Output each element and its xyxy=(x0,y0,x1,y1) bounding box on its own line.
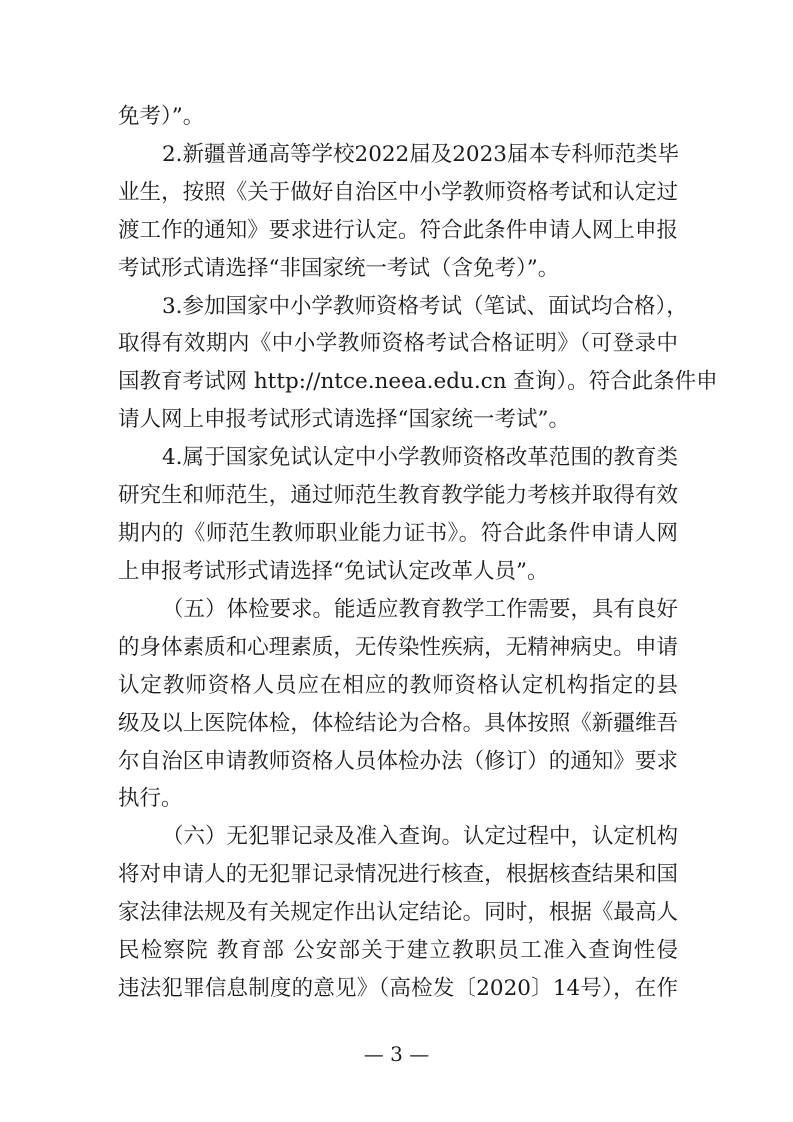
text-line: 考试形式请选择“非国家统一考试（含免考）”。 xyxy=(118,256,560,281)
text-line: 渡工作的通知》要求进行认定。符合此条件申请人网上申报 xyxy=(118,218,678,243)
text-line: 的身体素质和心理素质，无传染性疾病，无精神病史。申请 xyxy=(118,635,678,660)
text-line: 取得有效期内《中小学教师资格考试合格证明》（可登录中 xyxy=(118,331,678,356)
text-line: 2.新疆普通高等学校2022届及2023届本专科师范类毕 xyxy=(162,142,679,167)
text-line: 民检察院 教育部 公安部关于建立教职员工准入查询性侵 xyxy=(118,938,678,963)
text-line: 期内的《师范生教师职业能力证书》。符合此条件申请人网 xyxy=(118,521,678,546)
text-line: 业生，按照《关于做好自治区中小学教师资格考试和认定过 xyxy=(118,180,678,205)
text-line: 将对申请人的无犯罪记录情况进行核查，根据核查结果和国 xyxy=(118,862,678,887)
text-line: （六）无犯罪记录及准入查询。认定过程中，认定机构 xyxy=(162,824,679,849)
page-number: — 3 — xyxy=(363,1042,430,1066)
text-line: 请人网上申报考试形式请选择“国家统一考试”。 xyxy=(118,407,570,432)
text-line: （五）体检要求。能适应教育教学工作需要，具有良好 xyxy=(162,597,679,622)
text-line: 上申报考试形式请选择“免试认定改革人员”。 xyxy=(118,559,549,584)
text-line: 违法犯罪信息制度的意见》（高检发〔2020〕14号），在作 xyxy=(118,976,678,1001)
text-line: 家法律法规及有关规定作出认定结论。同时，根据《最高人 xyxy=(118,900,678,925)
text-line: 尔自治区申请教师资格人员体检办法（修订）的通知》要求 xyxy=(118,749,678,774)
text-line: 研究生和师范生，通过师范生教育教学能力考核并取得有效 xyxy=(118,483,678,508)
text-line: 级及以上医院体检，体检结论为合格。具体按照《新疆维吾 xyxy=(118,711,678,736)
text-line: 执行。 xyxy=(118,786,183,811)
text-line: 4.属于国家免试认定中小学教师资格改革范围的教育类 xyxy=(162,445,678,470)
text-line: 免考）”。 xyxy=(118,104,205,129)
text-line: 认定教师资格人员应在相应的教师资格认定机构指定的县 xyxy=(118,673,678,698)
text-line: 3.参加国家中小学教师资格考试（笔试、面试均合格）， xyxy=(162,294,688,319)
text-line: 国教育考试网 http://ntce.neea.edu.cn 查询）。符合此条件申 xyxy=(118,369,718,394)
